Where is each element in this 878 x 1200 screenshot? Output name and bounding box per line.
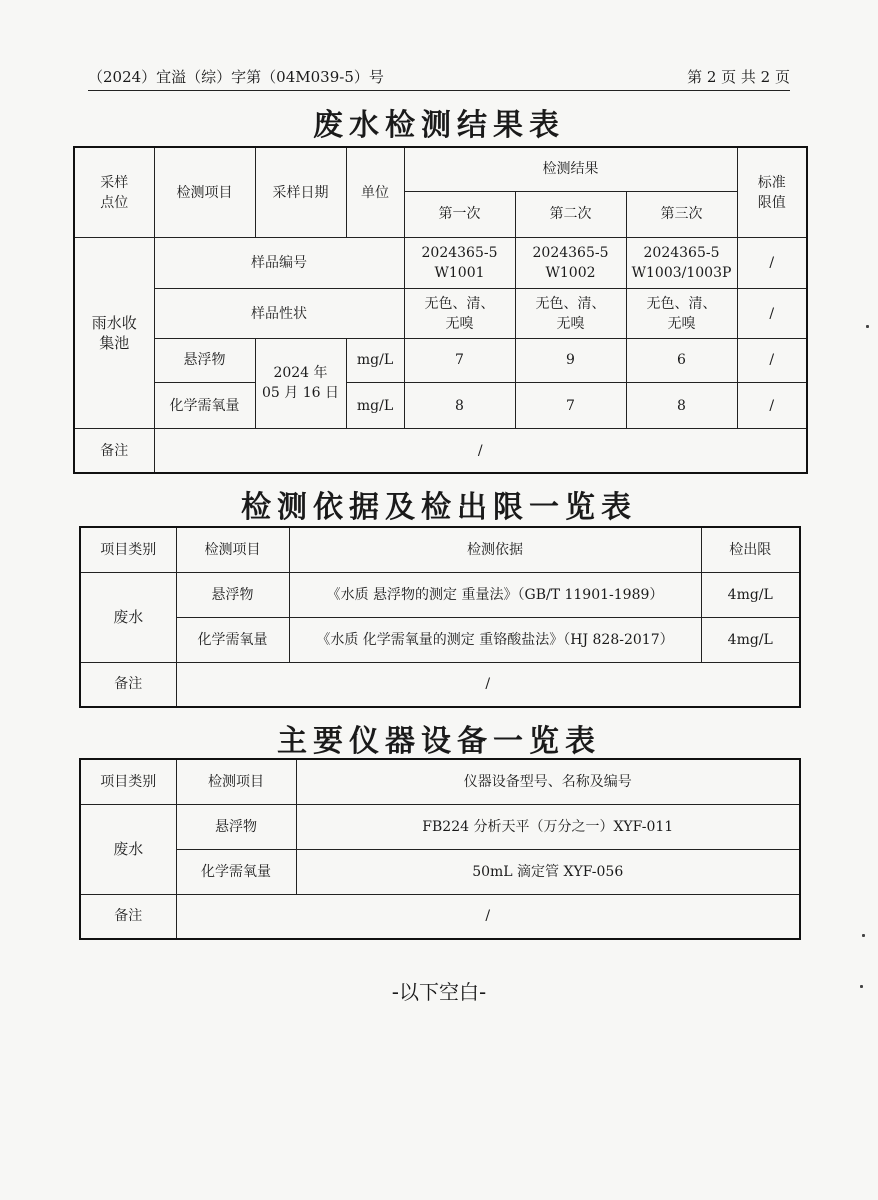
value-cell: 8 <box>626 382 737 428</box>
basis-cell: 《水质 化学需氧量的测定 重铬酸盐法》（HJ 828-2017） <box>289 617 701 662</box>
limit-cell: / <box>737 338 807 382</box>
remark-value: / <box>154 429 807 473</box>
page-number: 第 2 页 共 2 页 <box>687 68 790 86</box>
scan-speck <box>862 934 865 937</box>
limit-cell: / <box>737 382 807 428</box>
header-second: 第二次 <box>515 191 626 237</box>
item-cell: 化学需氧量 <box>176 617 289 662</box>
sampling-date: 2024 年 05 月 16 日 <box>255 338 346 429</box>
equipment-cell: 50mL 滴定管 XYF-056 <box>296 849 800 894</box>
header-item: 检测项目 <box>176 759 296 804</box>
page-header <box>88 64 790 91</box>
equipment-table <box>79 758 801 940</box>
category-cell: 废水 <box>80 804 176 894</box>
method-limit-table <box>79 526 801 708</box>
item-cell: 化学需氧量 <box>176 849 296 894</box>
header-first: 第一次 <box>404 191 515 237</box>
value-cell: 7 <box>515 382 626 428</box>
site-cell: 雨水收 集池 <box>74 238 154 429</box>
header-date: 采样日期 <box>255 147 346 238</box>
header-category: 项目类别 <box>80 527 176 572</box>
value-cell: 6 <box>626 338 737 382</box>
wastewater-results-table <box>73 146 808 474</box>
unit-cell: mg/L <box>346 382 404 428</box>
sample-trait-cell: 无色、清、 无嗅 <box>404 289 515 338</box>
remark-label: 备注 <box>80 662 176 707</box>
header-basis: 检测依据 <box>289 527 701 572</box>
table1-title: 废水检测结果表 <box>313 108 565 143</box>
sample-trait-limit: / <box>737 289 807 338</box>
basis-cell: 《水质 悬浮物的测定 重量法》（GB/T 11901-1989） <box>289 572 701 617</box>
remark-label: 备注 <box>80 894 176 939</box>
value-cell: 8 <box>404 382 515 428</box>
item-cell: 悬浮物 <box>176 572 289 617</box>
equipment-cell: FB224 分析天平（万分之一）XYF-011 <box>296 804 800 849</box>
document-number: （2024）宜溢（综）字第（04M039-5）号 <box>88 68 384 86</box>
header-limit: 检出限 <box>701 527 800 572</box>
item-cell: 悬浮物 <box>154 338 255 382</box>
sample-trait-cell: 无色、清、 无嗅 <box>515 289 626 338</box>
sample-id-cell: 2024365-5 W1001 <box>404 238 515 289</box>
sample-id-cell: 2024365-5 W1003/1003P <box>626 238 737 289</box>
header-site: 采样 点位 <box>74 147 154 238</box>
scan-speck <box>860 985 863 988</box>
sample-trait-label: 样品性状 <box>154 289 404 338</box>
limit-cell: 4mg/L <box>701 617 800 662</box>
table2-title: 检测依据及检出限一览表 <box>241 490 637 525</box>
value-cell: 7 <box>404 338 515 382</box>
header-item: 检测项目 <box>176 527 289 572</box>
remark-value: / <box>176 662 800 707</box>
header-unit: 单位 <box>346 147 404 238</box>
item-cell: 化学需氧量 <box>154 382 255 428</box>
header-item: 检测项目 <box>154 147 255 238</box>
sample-id-limit: / <box>737 238 807 289</box>
table3-title: 主要仪器设备一览表 <box>277 724 601 759</box>
sample-trait-cell: 无色、清、 无嗅 <box>626 289 737 338</box>
header-equipment: 仪器设备型号、名称及编号 <box>296 759 800 804</box>
sample-id-cell: 2024365-5 W1002 <box>515 238 626 289</box>
limit-cell: 4mg/L <box>701 572 800 617</box>
scan-speck <box>866 325 869 328</box>
sample-id-label: 样品编号 <box>154 238 404 289</box>
remark-label: 备注 <box>74 429 154 473</box>
header-third: 第三次 <box>626 191 737 237</box>
blank-below-note: -以下空白- <box>391 980 487 1004</box>
remark-value: / <box>176 894 800 939</box>
value-cell: 9 <box>515 338 626 382</box>
header-result: 检测结果 <box>404 147 737 191</box>
category-cell: 废水 <box>80 572 176 662</box>
header-limit: 标准 限值 <box>737 147 807 238</box>
header-category: 项目类别 <box>80 759 176 804</box>
unit-cell: mg/L <box>346 338 404 382</box>
item-cell: 悬浮物 <box>176 804 296 849</box>
